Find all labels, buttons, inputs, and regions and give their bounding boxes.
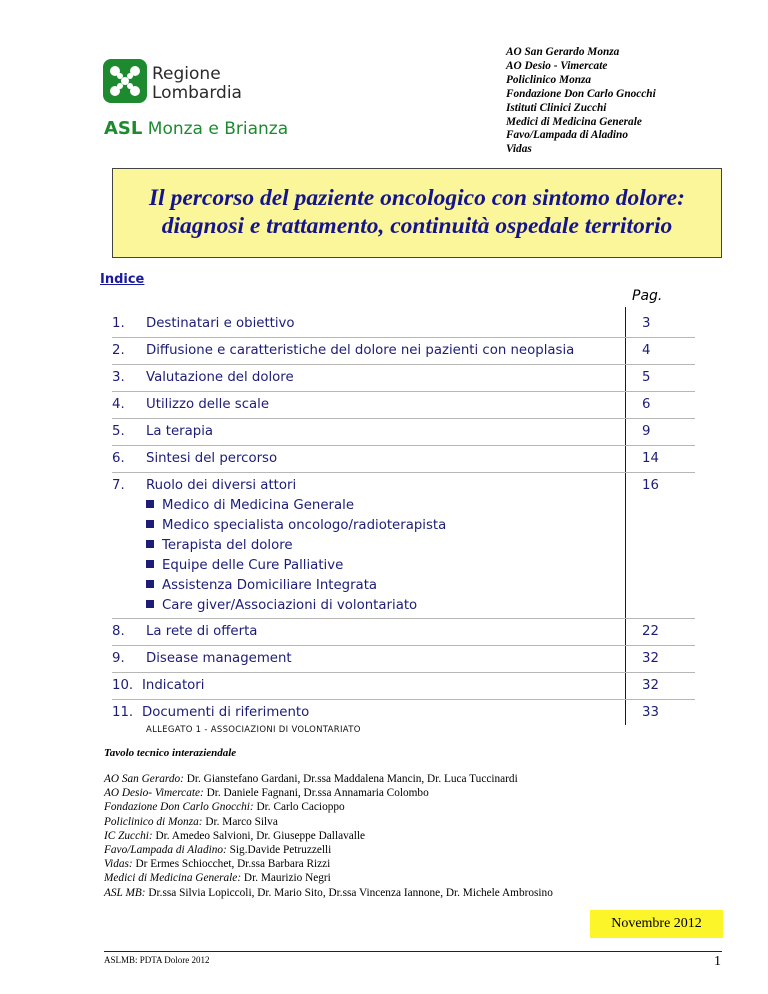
member-row [104,772,553,786]
member-row [104,857,553,871]
toc-subitem-label: Care giver/Associazioni di volontariato [162,598,418,613]
toc-divider [112,699,695,700]
toc-subitem-label: Terapista del dolore [162,538,293,553]
document-title [113,184,721,240]
toc-subitem-label: Equipe delle Cure Palliative [162,558,344,573]
logo-line-regione: Regione [152,64,221,84]
member-org: IC Zucchi: [104,829,153,842]
member-org: Vidas: [104,858,133,871]
toc-subitem[interactable] [146,518,446,533]
member-org: ASL MB: [104,886,146,899]
toc-page: 14 [642,451,659,466]
member-names: Dr Ermes Schiocchet, Dr.ssa Barbara Rizzi [135,858,331,871]
toc-number: 9. [112,651,125,666]
logo-wordmark [152,65,242,103]
member-row [104,871,553,885]
asl-label [104,118,288,139]
partner-item: Medici di Medicina Generale [506,115,642,128]
toc-number: 11. [112,705,134,720]
partner-item: Favo/Lampada di Aladino [506,129,628,142]
toc-page: 4 [642,343,651,358]
toc-number: 6. [112,451,125,466]
square-bullet-icon [146,520,154,528]
square-bullet-icon [146,580,154,588]
toc-page: 5 [642,370,651,385]
annex-label[interactable]: ALLEGATO 1 - ASSOCIAZIONI DI VOLONTARIATO [146,725,361,735]
partner-list [506,46,656,157]
square-bullet-icon [146,540,154,548]
toc-divider [112,445,695,446]
toc-number: 7. [112,478,125,493]
toc-label: Diffusione e caratteristiche del dolore nei pazienti con neoplasia [146,343,575,358]
toc-page: 16 [642,478,659,493]
toc-label: Documenti di riferimento [142,705,310,720]
member-row [104,800,553,814]
document-title-box [112,168,722,258]
toc-number: 1. [112,316,125,331]
toc-subitem[interactable] [146,578,377,593]
toc-number: 3. [112,370,125,385]
toc-label: Destinatari e obiettivo [146,316,295,331]
member-row [104,815,553,829]
technical-table-heading: Tavolo tecnico interaziendale [104,747,237,759]
asl-area: Monza e Brianza [147,119,289,139]
toc-label: Disease management [146,651,292,666]
member-org: AO San Gerardo: [104,773,184,785]
toc-number: 2. [112,343,125,358]
member-names: Dr.ssa Silvia Lopiccoli, Dr. Mario Sito, Dr.ssa Vincenza Iannone, Dr. Michele Ambrosino [148,886,553,899]
toc-label: La terapia [146,424,214,439]
member-row [104,886,553,900]
footer-document-id: ASLMB: PDTA Dolore 2012 [104,955,210,965]
title-line-2: diagnosi e trattamento, continuità ospedale territorio [161,213,673,239]
toc-number: 8. [112,624,125,639]
toc-divider [112,618,695,619]
toc-label: Ruolo dei diversi attori [146,478,297,493]
toc-number: 5. [112,424,125,439]
logo-line-lombardia: Lombardia [152,83,242,103]
member-org: Medici di Medicina Generale: [104,872,242,885]
partner-item: Istituti Clinici Zucchi [506,101,607,114]
title-line-1: Il percorso del paziente oncologico con sintomo dolore: [149,185,685,211]
partner-item: Policlinico Monza [506,73,592,86]
member-names: Dr. Amedeo Salvioni, Dr. Giuseppe Dallavalle [155,829,366,842]
member-org: Fondazione Don Carlo Gnocchi: [104,801,254,814]
toc-divider [112,337,695,338]
toc-subitem[interactable] [146,598,417,613]
member-row [104,829,553,843]
toc-divider [112,418,695,419]
square-bullet-icon [146,500,154,508]
toc-page: 6 [642,397,651,412]
toc-divider [112,391,695,392]
toc-label: Sintesi del percorso [146,451,278,466]
toc-page: 22 [642,624,659,639]
member-names: Dr. Daniele Fagnani, Dr.ssa Annamaria Colombo [206,787,429,800]
toc-label: Utilizzo delle scale [146,397,270,412]
member-names: Dr. Marco Silva [205,815,278,828]
toc-subitem-label: Medico specialista oncologo/radioterapista [162,518,447,533]
toc-page: 33 [642,705,659,720]
page-column-label: Pag. [632,288,663,304]
index-column-divider [625,307,626,725]
member-names: Sig.Davide Petruzzelli [229,844,332,857]
member-row [104,786,553,800]
toc-subitem[interactable] [146,558,343,573]
toc-page: 32 [642,678,659,693]
toc-number: 10. [112,678,134,693]
toc-label: La rete di offerta [146,624,258,639]
member-names: Dr. Maurizio Negri [243,872,331,885]
toc-divider [112,364,695,365]
index-heading[interactable]: Indice [100,272,145,287]
member-row [104,843,553,857]
partner-item: Vidas [506,143,532,156]
member-org: Favo/Lampada di Aladino: [104,844,227,857]
toc-divider [112,645,695,646]
toc-label: Indicatori [142,678,205,693]
footer-divider [104,951,722,952]
toc-divider [112,472,695,473]
technical-table-members [104,772,553,900]
toc-label: Valutazione del dolore [146,370,294,385]
toc-number: 4. [112,397,125,412]
toc-subitem[interactable] [146,498,354,513]
toc-subitem-label: Medico di Medicina Generale [162,498,354,513]
partner-item: AO San Gerardo Monza [506,46,620,58]
member-org: Policlinico di Monza: [104,815,203,828]
toc-subitem[interactable] [146,538,293,553]
page-number: 1 [714,954,721,969]
member-names: Dr. Carlo Cacioppo [256,801,345,814]
toc-divider [112,672,695,673]
asl-acronym: ASL [104,118,143,139]
square-bullet-icon [146,560,154,568]
partner-item: Fondazione Don Carlo Gnocchi [506,87,656,100]
toc-page: 32 [642,651,659,666]
member-names: Dr. Gianstefano Gardani, Dr.ssa Maddalena Mancin, Dr. Luca Tuccinardi [186,773,518,785]
toc-page: 9 [642,424,651,439]
square-bullet-icon [146,600,154,608]
publication-date: Novembre 2012 [590,910,723,938]
member-org: AO Desio- Vimercate: [104,787,204,800]
toc-page: 3 [642,316,651,331]
partner-item: AO Desio - Vimercate [506,59,608,72]
toc-subitem-label: Assistenza Domiciliare Integrata [162,578,378,593]
